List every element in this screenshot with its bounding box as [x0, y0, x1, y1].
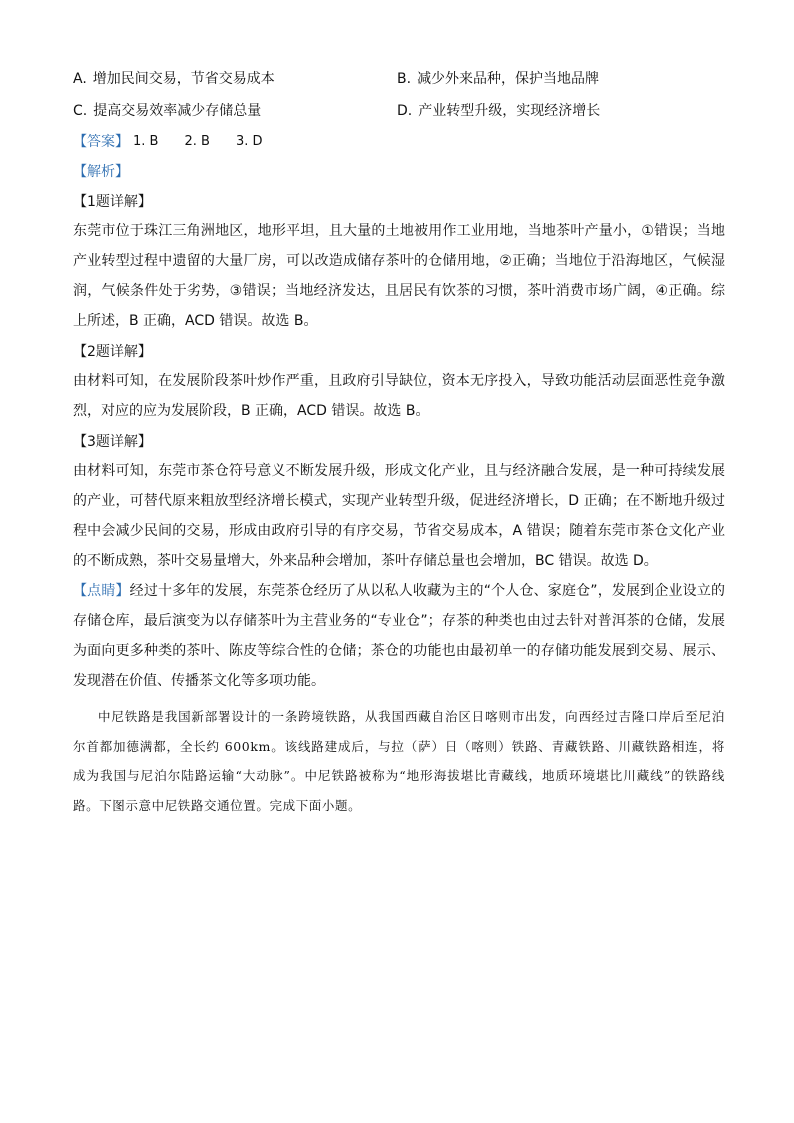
- option-d: [397, 100, 721, 120]
- answer-tag: 【答案】: [73, 134, 129, 150]
- dianjing-text: 经过十多年的发展，东莞茶仓经历了从以私人收藏为主的“个人仓、家庭仓”，发展到企业设立的存储仓库，最后演变为以存储茶叶为主营业务的“专业仓”；存茶的种类也由过去针对普洱茶的仓储，发展为面向更多种类的茶叶、陈皮等综合性的仓储；茶仓的功能也由最初单一的存储功能发展到交易、展示、发现潜在价值、传播茶文化等多项功能。: [73, 583, 725, 689]
- option-b: [397, 68, 721, 88]
- q1-explanation: 东莞市位于珠江三角洲地区，地形平坦，且大量的土地被用作工业用地，当地茶叶产量小，①错误；当地产业转型过程中遗留的大量厂房，可以改造成储存茶叶的仓储用地，②正确；当地位于沿海地区，气候湿润，气候条件处于劣势，③错误；当地经济发达，且居民有饮茶的习惯，茶叶消费市场广阔，④正确。综上所述，B 正确，ACD 错误。故选 B。: [73, 223, 725, 329]
- dianjing-paragraph: [73, 576, 725, 696]
- option-b-text: 减少外来品种，保护当地品牌: [417, 71, 600, 87]
- option-c-letter: C.: [73, 103, 88, 119]
- option-d-letter: D.: [397, 103, 413, 119]
- option-d-text: 产业转型升级，实现经济增长: [418, 103, 601, 119]
- option-a-letter: A.: [73, 71, 87, 87]
- option-c: [73, 100, 397, 120]
- q3-explanation: 由材料可知，东莞市茶仓符号意义不断发展升级，形成文化产业，且与经济融合发展，是一种可持续发展的产业，可替代原来粗放型经济增长模式，实现产业转型升级，促进经济增长，D 正确；在不断地升级过程中会减少民间的交易，形成由政府引导的有序交易，节省交易成本，A 错误；随着东莞市茶仓文化产业的不断成熟，茶叶交易量增大，外来品种会增加，茶叶存储总量也会增加，BC 错误。故选 D。: [73, 463, 725, 569]
- q2-explanation: 由材料可知，在发展阶段茶叶炒作严重，且政府引导缺位，资本无序投入，导致功能活动层面恶性竞争激烈，对应的应为发展阶段，B 正确，ACD 错误。故选 B。: [73, 373, 725, 419]
- answer-item-2: 2. B: [184, 133, 210, 149]
- option-a: [73, 68, 397, 88]
- answer-item-1: 1. B: [133, 133, 159, 149]
- option-c-text: 提高交易效率减少存储总量: [93, 103, 262, 119]
- option-b-letter: B.: [397, 71, 412, 87]
- q2-heading: 【2题详解】: [73, 344, 152, 360]
- option-a-text: 增加民间交易，节省交易成本: [92, 71, 275, 87]
- options-row-ab: [73, 62, 725, 94]
- analysis-heading: [73, 156, 725, 186]
- material-paragraph: 中尼铁路是我国新部署设计的一条跨境铁路，从我国西藏自治区日喀则市出发，向西经过吉隆口岸后至尼泊尔首都加德满都，全长约 600km。该线路建成后，与拉（萨）日（喀则）铁路、青藏铁路、川藏铁路相连，将成为我国与尼泊尔陆路运输“大动脉”。中尼铁路被称为“地形海拔堪比青藏线，地质环境堪比川藏线”的铁路线路。下图示意中尼铁路交通位置。完成下面小题。: [73, 709, 725, 813]
- answer-line: [73, 126, 725, 156]
- options-row-cd: [73, 94, 725, 126]
- document-page: [73, 62, 725, 820]
- q1-heading: 【1题详解】: [73, 194, 152, 210]
- analysis-tag: 【解析】: [73, 164, 129, 180]
- answer-item-3: 3. D: [235, 133, 263, 149]
- dianjing-tag: 【点睛】: [73, 583, 130, 599]
- q3-heading: 【3题详解】: [73, 434, 152, 450]
